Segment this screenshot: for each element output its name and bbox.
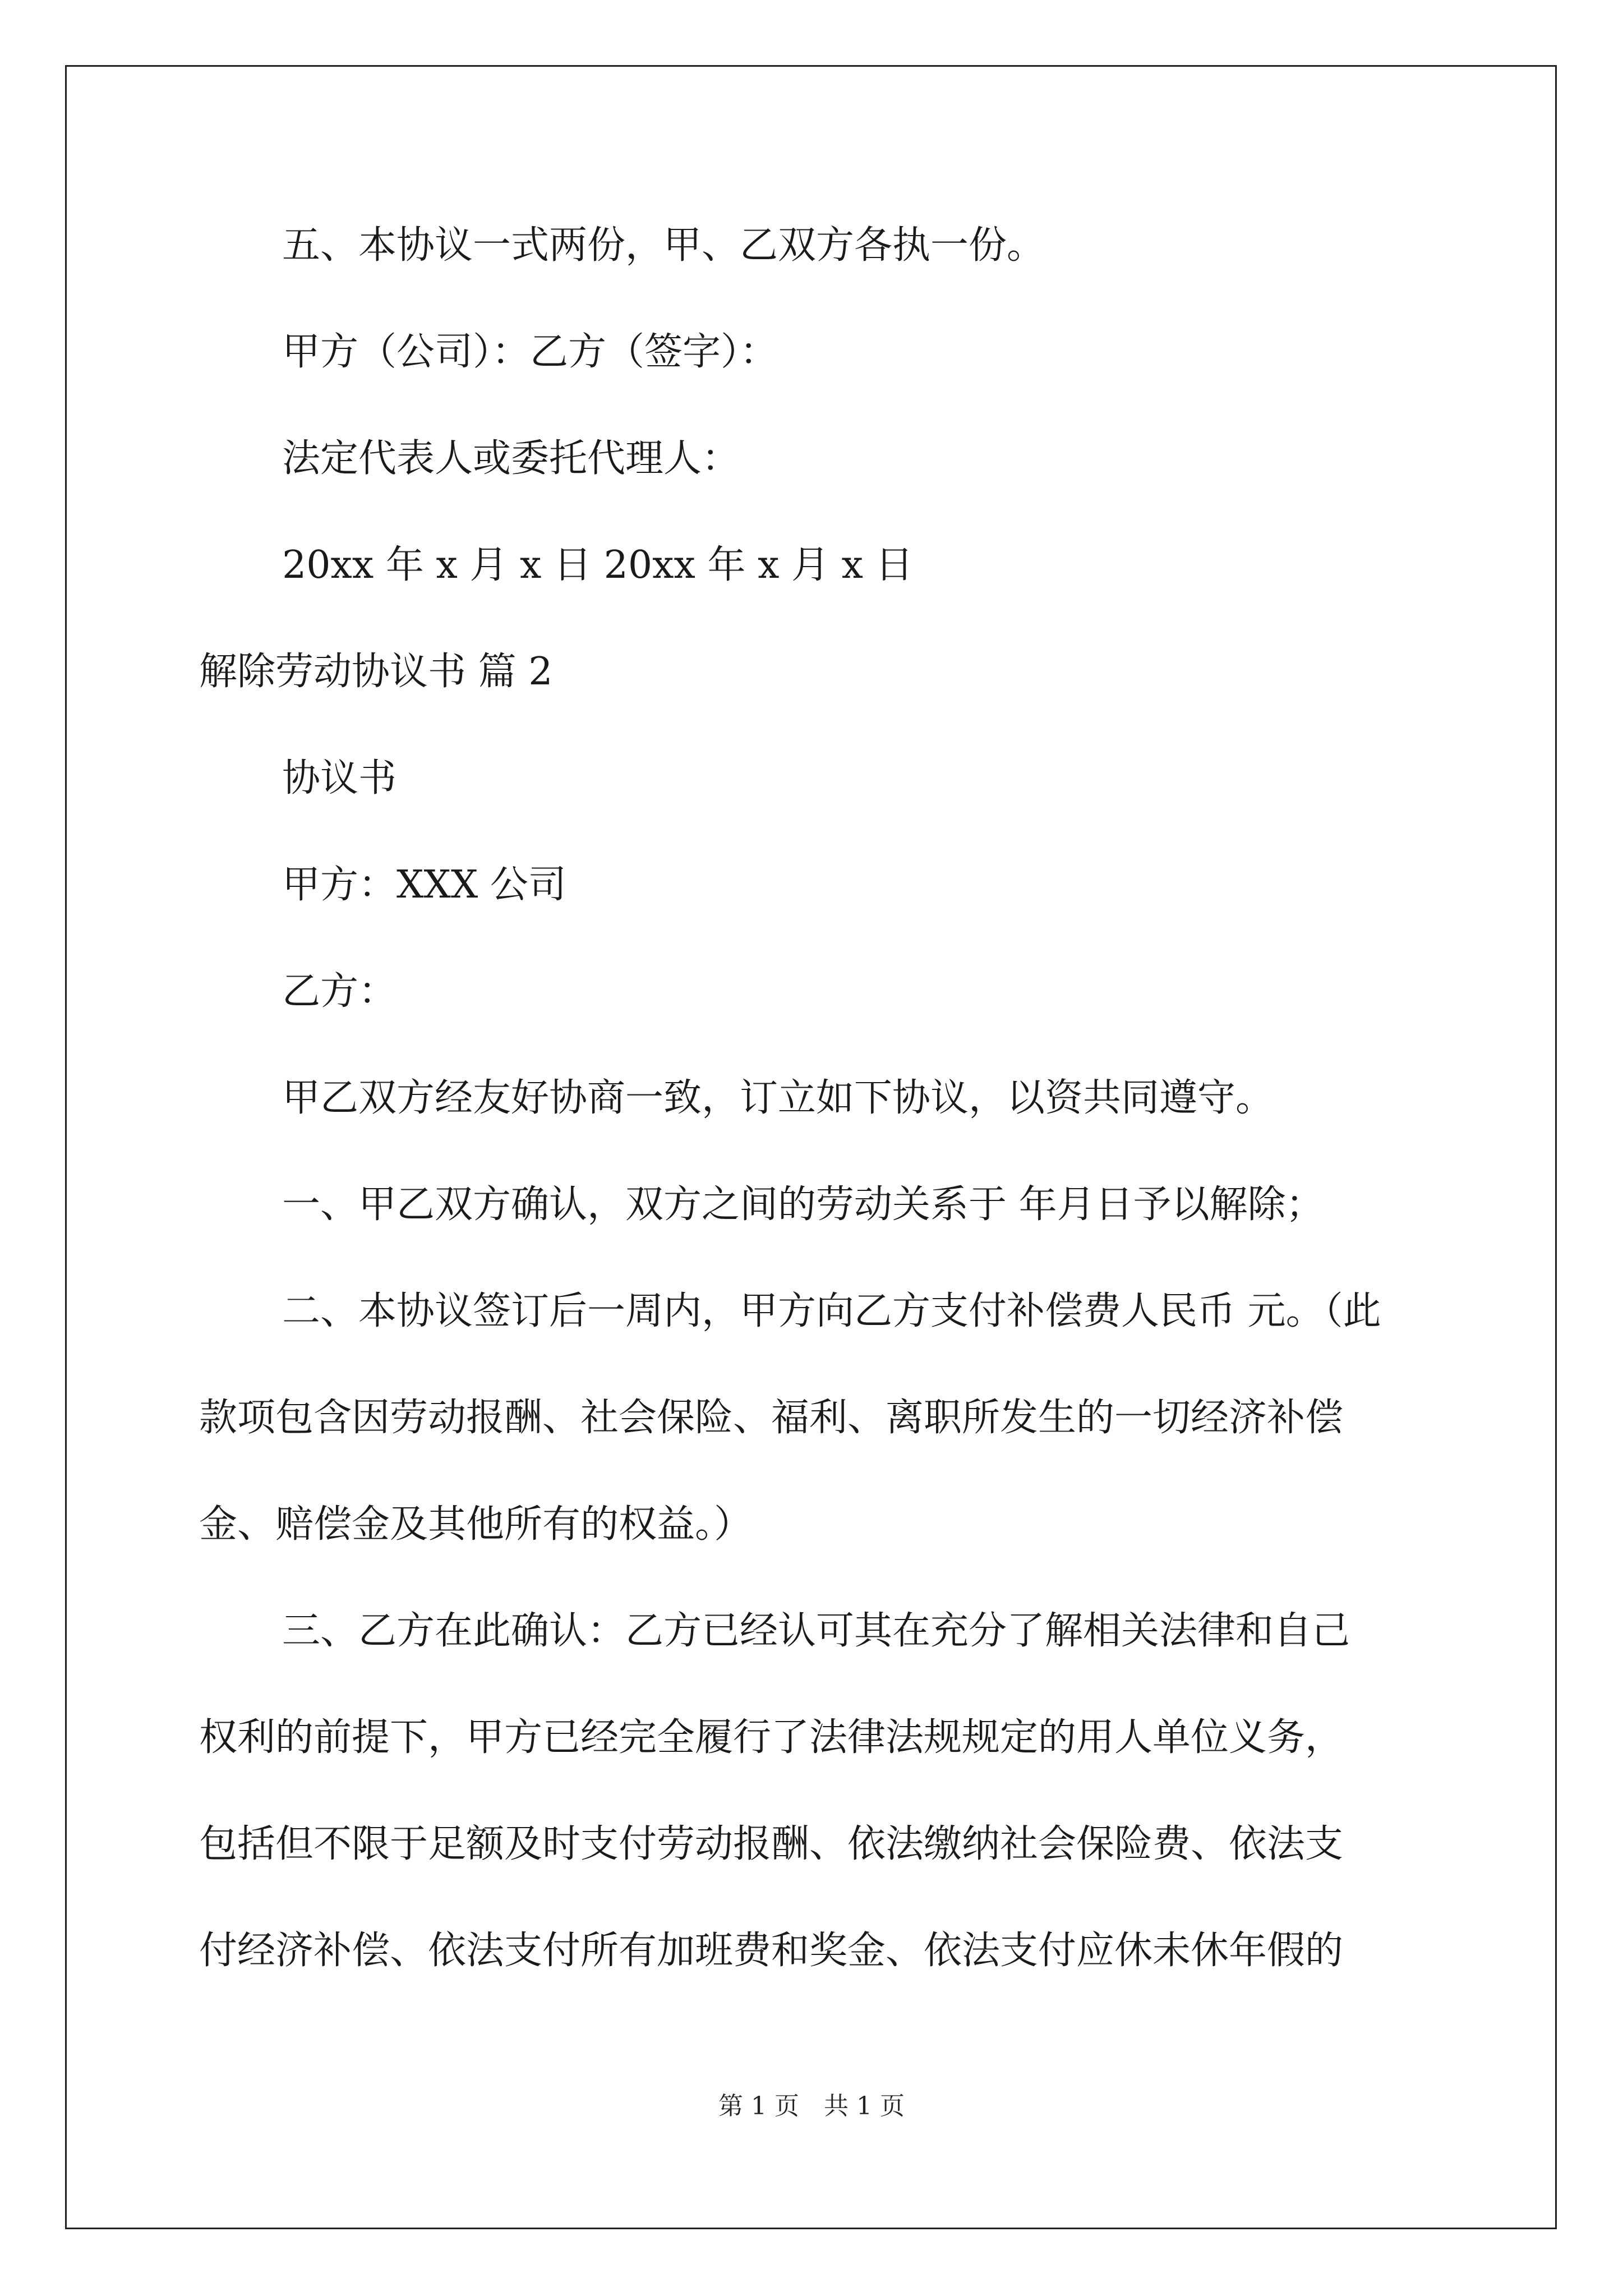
paragraph-line: 三、乙方在此确认：乙方已经认可其在充分了解相关法律和自己 xyxy=(282,1609,1350,1653)
text-line: 甲乙双方经友好协商一致，订立如下协议，以资共同遵守。 xyxy=(282,1076,1274,1120)
page-footer: 第 1 页 共 1 页 xyxy=(718,2092,905,2120)
text-line: 五、本协议一式两份，甲、乙双方各执一份。 xyxy=(282,223,1045,268)
text-line: 法定代表人或委托代理人： xyxy=(282,436,740,481)
text-line: 一、甲乙双方确认，双方之间的劳动关系于 年月日予以解除； xyxy=(282,1182,1324,1227)
text-line: 乙方： xyxy=(282,969,397,1014)
document-body xyxy=(199,219,1433,2031)
paragraph-line: 权利的前提下，甲方已经完全履行了法律法规规定的用人单位义务， xyxy=(199,1715,1344,1760)
paragraph-2 xyxy=(199,1285,1433,1552)
text-line: 甲方（公司）：乙方（签字）： xyxy=(282,330,778,374)
paragraph-line: 金、赔偿金及其他所有的权益。） xyxy=(199,1502,753,1547)
paragraph-line: 付经济补偿、依法支付所有加班费和奖金、依法支付应休未休年假的 xyxy=(199,1929,1344,1973)
text-line: 甲方：XXX 公司 xyxy=(282,863,566,907)
text-line: 协议书 xyxy=(282,756,397,800)
text-line: 20xx 年 x 月 x 日 20xx 年 x 月 x 日 xyxy=(282,543,914,587)
paragraph-line: 包括但不限于足额及时支付劳动报酬、依法缴纳社会保险费、依法支 xyxy=(199,1822,1344,1866)
paragraph-line: 款项包含因劳动报酬、社会保险、福利、离职所发生的一切经济补偿 xyxy=(199,1396,1344,1440)
paragraph-line: 二、本协议签订后一周内，甲方向乙方支付补偿费人民币 元。（此 xyxy=(282,1289,1381,1333)
section-heading: 解除劳动协议书 篇 2 xyxy=(199,650,553,694)
paragraph-3 xyxy=(199,1604,1433,1978)
